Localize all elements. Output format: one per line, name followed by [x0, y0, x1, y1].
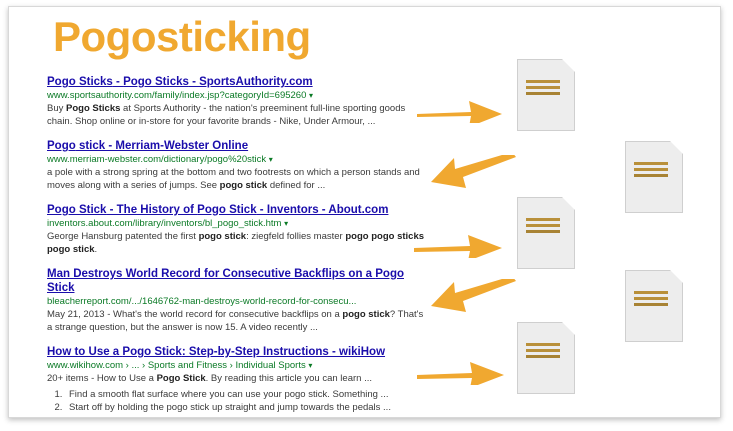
arrow-to-document-5	[417, 359, 505, 385]
document-line	[526, 218, 560, 221]
arrow-back-from-document-4	[417, 279, 517, 321]
dropdown-caret-icon[interactable]: ▾	[308, 361, 313, 370]
search-result	[47, 345, 427, 414]
result-title-link[interactable]: How to Use a Pogo Stick: Step-by-Step Instructions - wikiHow	[47, 346, 386, 358]
document-line	[634, 291, 668, 294]
slide-frame	[8, 6, 721, 418]
result-url: www.wikihow.com › ... › Sports and Fitness › Individual Sports ▾	[47, 360, 313, 371]
document-line	[634, 303, 668, 306]
result-url: inventors.about.com/library/inventors/bl_pogo_stick.htm ▾	[47, 218, 289, 229]
document-line	[526, 355, 560, 358]
document-page-4	[625, 270, 683, 342]
document-line	[526, 230, 560, 233]
document-line	[526, 92, 560, 95]
list-item: 2. Start off by holding the pogo stick up straight and jump towards the pedals ...	[65, 401, 427, 414]
result-title-link[interactable]: Man Destroys World Record for Consecutive Backflips on a Pogo Stick	[47, 268, 404, 294]
result-snippet: George Hansburg patented the first pogo stick: ziegfeld follies master pogo pogo sticks pogo stick.	[47, 231, 425, 255]
search-result	[47, 139, 427, 192]
result-url: www.sportsauthority.com/family/index.jsp?categoryId=695260 ▾	[47, 90, 314, 101]
result-title-link[interactable]: Pogo Sticks - Pogo Sticks - SportsAuthority.com	[47, 76, 313, 88]
result-snippet: May 21, 2013 - What's the world record for consecutive backflips on a pogo stick? That's a strange question, but the answer is now 15. A video recently ...	[47, 309, 424, 333]
dropdown-caret-icon[interactable]: ▾	[309, 91, 314, 100]
result-url: www.merriam-webster.com/dictionary/pogo%20stick ▾	[47, 154, 273, 165]
result-url: bleacherreport.com/.../1646762-man-destroys-world-record-for-consecu...	[47, 296, 357, 307]
document-line	[634, 174, 668, 177]
result-snippet: a pole with a strong spring at the bottom and two footrests on which a person stands and moves along with a series of jumps. See pogo stick defined for ...	[47, 167, 420, 191]
document-line	[634, 297, 668, 300]
search-result	[47, 75, 427, 128]
document-line	[526, 349, 560, 352]
document-page-2	[625, 141, 683, 213]
document-line	[526, 224, 560, 227]
document-line	[526, 86, 560, 89]
search-result	[47, 267, 427, 334]
document-line	[526, 343, 560, 346]
search-result	[47, 203, 427, 256]
arrow-back-from-document-2	[417, 155, 517, 197]
result-title-link[interactable]: Pogo stick - Merriam-Webster Online	[47, 140, 249, 152]
result-snippet: Buy Pogo Sticks at Sports Authority - the nation's preeminent full-line sporting goods chain. Shop online or in-store for your favorite brands - Nike, Under Armour, ...	[47, 103, 406, 127]
result-steps-list	[47, 388, 427, 414]
arrow-to-document-1	[417, 97, 503, 123]
search-results-list	[47, 75, 427, 418]
document-line	[526, 80, 560, 83]
document-page-1	[517, 59, 575, 131]
document-page-3	[517, 197, 575, 269]
document-page-5	[517, 322, 575, 394]
page-title: Pogosticking	[53, 13, 311, 60]
result-title-link[interactable]: Pogo Stick - The History of Pogo Stick - Inventors - About.com	[47, 204, 389, 216]
dropdown-caret-icon[interactable]: ▾	[284, 219, 289, 228]
document-line	[634, 162, 668, 165]
document-line	[634, 168, 668, 171]
result-snippet: 20+ items - How to Use a Pogo Stick. By reading this article you can learn ...	[47, 373, 372, 384]
list-item: 1. Find a smooth flat surface where you can use your pogo stick. Something ...	[65, 388, 427, 401]
arrow-to-document-3	[414, 232, 504, 258]
dropdown-caret-icon[interactable]: ▾	[268, 155, 273, 164]
